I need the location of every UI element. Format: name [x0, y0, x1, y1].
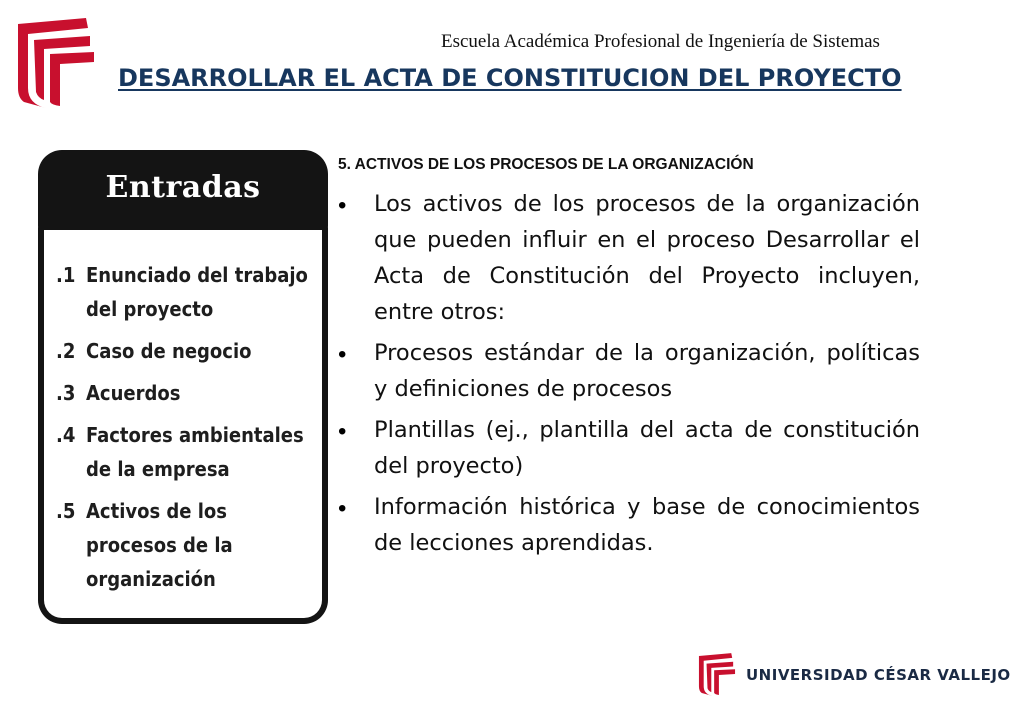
bullet-list — [338, 186, 920, 566]
bullet-text: Los activos de los procesos de la organización que pueden influir en el proceso Desarrollar el Acta de Constitución del Proyecto incluyen, entre otros: — [374, 191, 920, 325]
list-item — [56, 334, 314, 368]
bullet-item — [338, 412, 920, 484]
item-number: .2 — [56, 339, 76, 363]
bullet-icon: • — [338, 418, 347, 445]
inputs-list — [56, 258, 314, 604]
bullet-item — [338, 489, 920, 561]
bullet-text: Procesos estándar de la organización, políticas y definiciones de procesos — [374, 340, 920, 402]
item-text: Activos de los procesos de la organización — [86, 499, 233, 591]
item-text: Acuerdos — [86, 381, 181, 405]
bullet-icon: • — [338, 495, 347, 522]
inputs-card-body — [38, 224, 328, 624]
item-number: .4 — [56, 423, 76, 447]
section-heading: 5. ACTIVOS DE LOS PROCESOS DE LA ORGANIZACIÓN — [338, 156, 754, 173]
list-item — [56, 376, 314, 410]
university-logo-small-icon — [698, 652, 736, 698]
item-number: .5 — [56, 499, 76, 523]
item-text: Enunciado del trabajo del proyecto — [86, 263, 308, 321]
item-text: Caso de negocio — [86, 339, 252, 363]
list-item — [56, 494, 314, 596]
inputs-card-title: Entradas — [105, 170, 261, 205]
university-logo-icon — [16, 18, 96, 110]
bullet-item — [338, 335, 920, 407]
bullet-icon: • — [338, 192, 347, 219]
university-name: UNIVERSIDAD CÉSAR VALLEJO — [746, 666, 1011, 684]
item-text: Factores ambientales de la empresa — [86, 423, 304, 481]
list-item — [56, 418, 314, 486]
list-item — [56, 258, 314, 326]
item-number: .1 — [56, 263, 76, 287]
school-name: Escuela Académica Profesional de Ingeniería de Sistemas — [441, 31, 880, 52]
page-title: DESARROLLAR EL ACTA DE CONSTITUCION DEL PROYECTO — [118, 64, 902, 92]
inputs-card — [38, 150, 328, 625]
footer-logo — [698, 650, 1011, 700]
item-number: .3 — [56, 381, 76, 405]
bullet-item — [338, 186, 920, 330]
bullet-text: Plantillas (ej., plantilla del acta de constitución del proyecto) — [374, 417, 920, 479]
bullet-text: Información histórica y base de conocimientos de lecciones aprendidas. — [374, 494, 920, 556]
inputs-card-header — [38, 150, 328, 230]
bullet-icon: • — [338, 341, 347, 368]
